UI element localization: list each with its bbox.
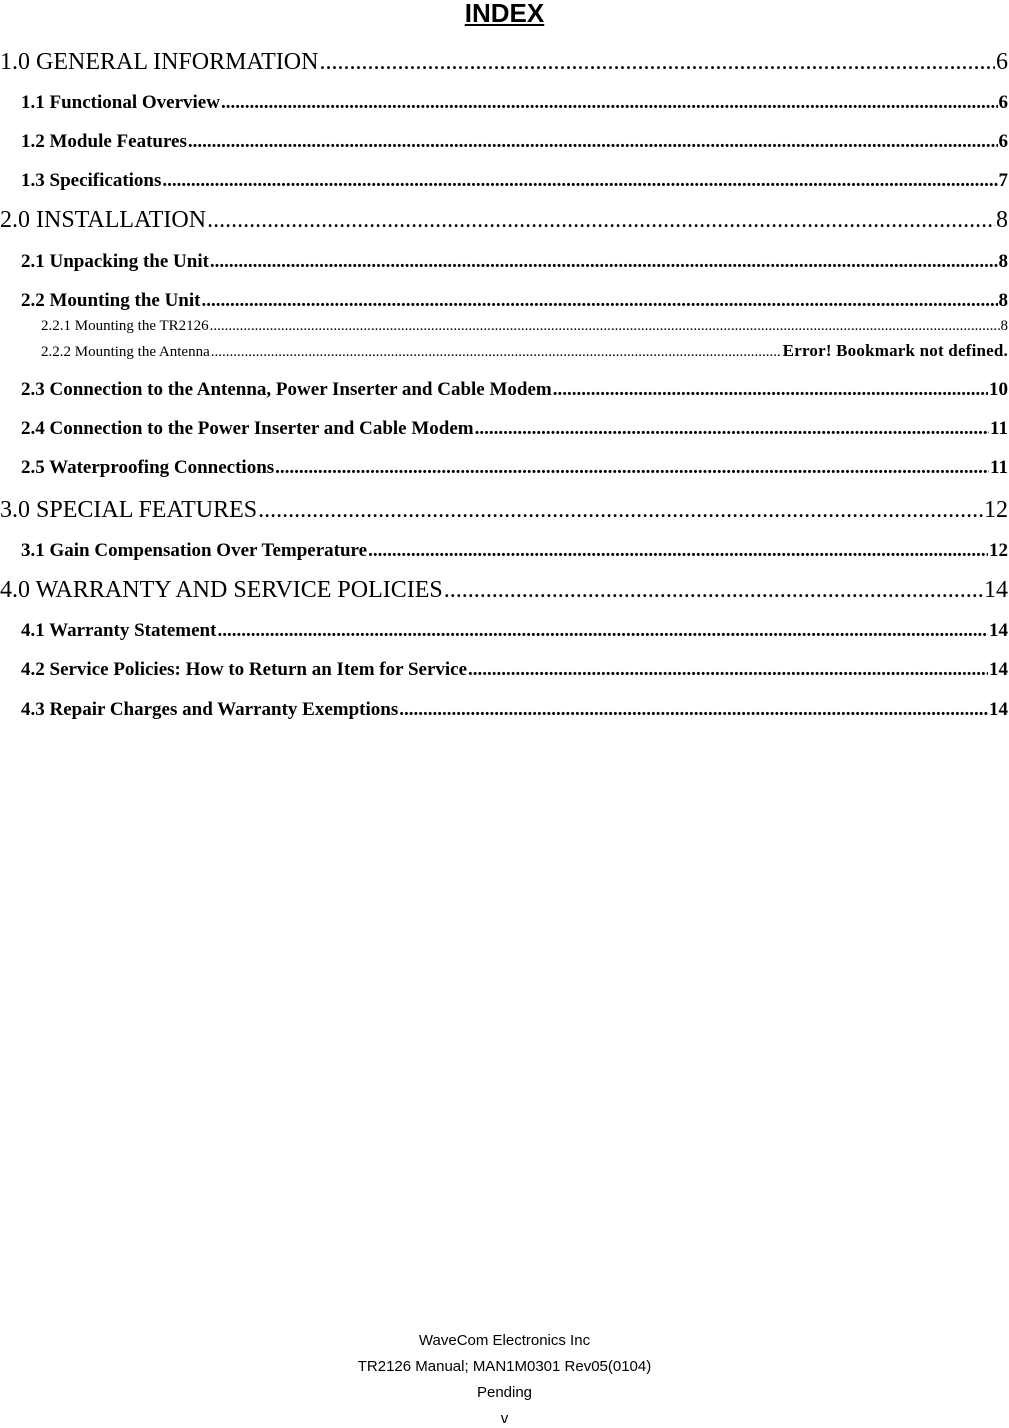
dot-leader — [258, 496, 983, 524]
toc-entry-label: 2.4 Connection to the Power Inserter and Cable Modem — [21, 418, 474, 439]
dot-leader — [399, 698, 988, 722]
toc-entry-4-3[interactable] — [21, 698, 1008, 722]
dot-leader — [207, 206, 995, 234]
toc-page-number: 6 — [998, 92, 1008, 113]
toc-page-number: 11 — [990, 457, 1008, 478]
toc-entry-label: 4.1 Warranty Statement — [21, 620, 217, 641]
page-title: INDEX — [464, 0, 545, 28]
toc-page-number: 7 — [998, 170, 1008, 191]
toc-entry-1-3[interactable] — [21, 169, 1008, 193]
footer-page-number: v — [500, 1410, 509, 1427]
toc-entry-label: 4.0 WARRANTY AND SERVICE POLICIES — [0, 577, 443, 603]
toc-page-number: 12 — [989, 540, 1008, 561]
toc-page-number: 8 — [1000, 318, 1008, 334]
toc-page-number: 14 — [989, 659, 1008, 680]
toc-entry-1-2[interactable] — [21, 130, 1008, 154]
toc-entry-2-4[interactable] — [21, 417, 1008, 441]
toc-entry-label: 2.2.1 Mounting the TR2126 — [41, 318, 209, 334]
toc-page-error-text: Error! Bookmark not defined. — [782, 341, 1008, 360]
footer-status: Pending — [476, 1384, 533, 1401]
toc-entry-2-5[interactable] — [21, 456, 1008, 480]
toc-entry-2-2-1[interactable] — [41, 317, 1008, 335]
toc-page-number: 8 — [998, 290, 1008, 311]
dot-leader — [188, 130, 998, 154]
toc-entry-2-3[interactable] — [21, 378, 1008, 402]
toc-entry-label: 2.1 Unpacking the Unit — [21, 251, 209, 272]
toc-page-number: 14 — [989, 699, 1008, 720]
dot-leader — [468, 658, 988, 682]
dot-leader — [162, 169, 997, 193]
toc-entry-label: 1.1 Functional Overview — [21, 92, 220, 113]
toc-page-number: 6 — [996, 49, 1008, 75]
toc-entry-label: 4.3 Repair Charges and Warranty Exemptions — [21, 699, 399, 720]
toc-entry-label: 3.1 Gain Compensation Over Temperature — [21, 540, 368, 561]
toc-entry-label: 1.2 Module Features — [21, 131, 187, 152]
toc-entry-label: 2.2 Mounting the Unit — [21, 290, 201, 311]
toc-page-number: 14 — [989, 620, 1008, 641]
toc-entry-label: 4.2 Service Policies: How to Return an Item for Service — [21, 659, 468, 680]
toc-entry-label: 2.2.2 Mounting the Antenna — [41, 344, 210, 360]
dot-leader — [444, 576, 983, 604]
dot-leader — [553, 378, 988, 402]
dot-leader — [210, 250, 998, 274]
dot-leader — [319, 48, 995, 76]
toc-entry-label: 2.3 Connection to the Antenna, Power Inserter and Cable Modem — [21, 379, 552, 400]
toc-entry-2-1[interactable] — [21, 250, 1008, 274]
toc-entry-label: 3.0 SPECIAL FEATURES — [0, 497, 258, 523]
footer-company: WaveCom Electronics Inc — [418, 1332, 591, 1349]
toc-page-number: 12 — [984, 497, 1008, 523]
toc-entry-1-0[interactable] — [0, 48, 1008, 76]
toc-entry-3-1[interactable] — [21, 539, 1008, 563]
footer-manual-id: TR2126 Manual; MAN1M0301 Rev05(0104) — [357, 1358, 652, 1375]
toc-entry-4-0[interactable] — [0, 576, 1008, 604]
toc-page-number: 10 — [989, 379, 1008, 400]
dot-leader — [275, 456, 989, 480]
dot-leader — [210, 317, 1000, 335]
toc-entry-2-0[interactable] — [0, 206, 1008, 234]
toc-page-number: 11 — [990, 418, 1008, 439]
toc-entry-label: 1.0 GENERAL INFORMATION — [0, 49, 319, 75]
toc-page-number: 14 — [984, 577, 1008, 603]
toc-entry-4-1[interactable] — [21, 619, 1008, 643]
dot-leader — [475, 417, 989, 441]
toc-entry-2-2[interactable] — [21, 289, 1008, 313]
dot-leader — [217, 619, 988, 643]
toc-entry-3-0[interactable] — [0, 496, 1008, 524]
toc-page-number: 8 — [996, 207, 1008, 233]
toc-page-number: 8 — [998, 251, 1008, 272]
dot-leader — [201, 289, 997, 313]
dot-leader — [211, 343, 782, 361]
toc-page-number: 6 — [998, 131, 1008, 152]
toc-entry-1-1[interactable] — [21, 91, 1008, 115]
toc-entry-label: 2.5 Waterproofing Connections — [21, 457, 275, 478]
toc-entry-2-2-2[interactable] — [41, 342, 1008, 360]
toc-entry-label: 2.0 INSTALLATION — [0, 207, 207, 233]
dot-leader — [221, 91, 998, 115]
dot-leader — [368, 539, 988, 563]
toc-entry-4-2[interactable] — [21, 658, 1008, 682]
toc-entry-label: 1.3 Specifications — [21, 170, 162, 191]
